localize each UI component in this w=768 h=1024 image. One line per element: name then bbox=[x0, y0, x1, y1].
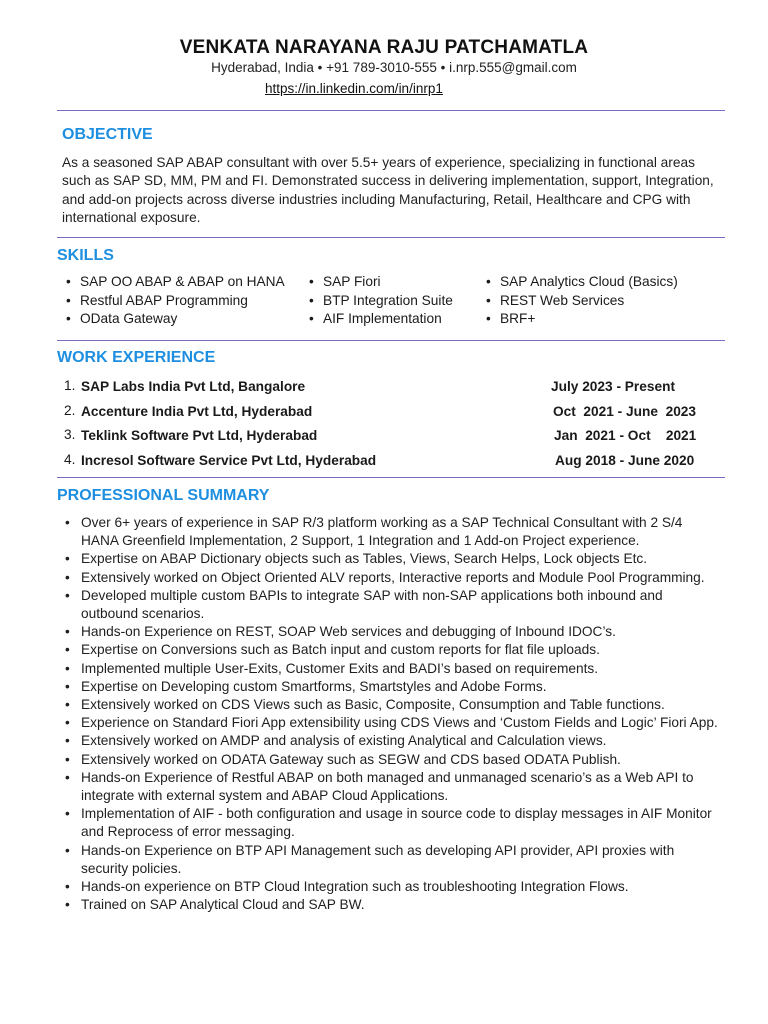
skill-item: • BTP Integration Suite bbox=[305, 292, 453, 311]
divider bbox=[57, 237, 725, 238]
skill-item: • OData Gateway bbox=[62, 310, 285, 329]
summary-item: • Over 6+ years of experience in SAP R/3 platform working as a SAP Technical Consultant with 2 S/4 HANA Greenfield Implementation, 2 Support, 1 Integration and 1 Add-on Project experience. bbox=[62, 514, 722, 550]
skills-column-2 bbox=[305, 273, 453, 329]
summary-list bbox=[62, 514, 722, 914]
skill-item: • SAP Analytics Cloud (Basics) bbox=[482, 273, 678, 292]
job-company: Incresol Software Service Pvt Ltd, Hyderabad bbox=[81, 453, 377, 468]
job-dates: Aug 2018 - June 2020 bbox=[555, 453, 695, 468]
skills-column-1 bbox=[62, 273, 285, 329]
job-company: SAP Labs India Pvt Ltd, Bangalore bbox=[81, 379, 306, 394]
divider bbox=[57, 110, 725, 111]
job-dates: Oct 2021 - June 2023 bbox=[553, 404, 697, 419]
objective-heading: OBJECTIVE bbox=[62, 126, 153, 143]
summary-item: • Hands-on Experience on BTP API Management such as developing API provider, API proxies with security policies. bbox=[62, 842, 722, 878]
job-company: Teklink Software Pvt Ltd, Hyderabad bbox=[81, 428, 318, 443]
summary-item: • Extensively worked on ODATA Gateway such as SEGW and CDS based ODATA Publish. bbox=[62, 751, 722, 769]
job-number: 3. bbox=[64, 427, 76, 442]
skills-heading: SKILLS bbox=[57, 247, 114, 264]
skill-item: • Restful ABAP Programming bbox=[62, 292, 285, 311]
summary-item: • Implemented multiple User-Exits, Customer Exits and BADI’s based on requirements. bbox=[62, 660, 722, 678]
job-entry bbox=[64, 378, 724, 398]
job-entry bbox=[64, 403, 724, 423]
skill-item: • BRF+ bbox=[482, 310, 678, 329]
job-number: 1. bbox=[64, 378, 76, 393]
skills-column-3 bbox=[482, 273, 678, 329]
skill-item: • SAP OO ABAP & ABAP on HANA bbox=[62, 273, 285, 292]
linkedin-link[interactable]: https://in.linkedin.com/in/inrp1 bbox=[265, 81, 443, 96]
skill-item: • AIF Implementation bbox=[305, 310, 453, 329]
job-company: Accenture India Pvt Ltd, Hyderabad bbox=[81, 404, 313, 419]
objective-text: As a seasoned SAP ABAP consultant with over 5.5+ years of experience, specializing in functional areas such as SAP SD, MM, PM and FI. Demonstrated success in delivering implementation, support, Integration, and add-on projects across diverse industries including Manufacturing, Retail, Healthcare and CPG with international exposure. bbox=[62, 155, 714, 226]
summary-item: • Extensively worked on AMDP and analysis of existing Analytical and Calculation views. bbox=[62, 732, 722, 750]
summary-item: • Hands-on Experience on REST, SOAP Web services and debugging of Inbound IDOC’s. bbox=[62, 623, 722, 641]
summary-item: • Implementation of AIF - both configuration and usage in source code to display messages in AIF Monitor and Reprocess of error messaging. bbox=[62, 805, 722, 841]
job-entry bbox=[64, 452, 724, 472]
summary-item: • Expertise on ABAP Dictionary objects such as Tables, Views, Search Helps, Lock objects Etc. bbox=[62, 550, 722, 568]
divider bbox=[57, 477, 725, 478]
summary-item: • Trained on SAP Analytical Cloud and SAP BW. bbox=[62, 896, 722, 914]
candidate-name: VENKATA NARAYANA RAJU PATCHAMATLA bbox=[179, 37, 589, 58]
summary-item: • Expertise on Developing custom Smartforms, Smartstyles and Adobe Forms. bbox=[62, 678, 722, 696]
summary-item: • Expertise on Conversions such as Batch input and custom reports for flat file uploads. bbox=[62, 641, 722, 659]
skill-item: • SAP Fiori bbox=[305, 273, 453, 292]
summary-item: • Hands-on experience on BTP Cloud Integration such as troubleshooting Integration Flows. bbox=[62, 878, 722, 896]
summary-item: • Developed multiple custom BAPIs to integrate SAP with non-SAP applications both inbound and outbound scenarios. bbox=[62, 587, 722, 623]
job-number: 2. bbox=[64, 403, 76, 418]
skill-item: • REST Web Services bbox=[482, 292, 678, 311]
summary-item: • Extensively worked on CDS Views such as Basic, Composite, Consumption and Table functions. bbox=[62, 696, 722, 714]
job-entry bbox=[64, 427, 724, 447]
job-number: 4. bbox=[64, 452, 76, 467]
work-experience-heading: WORK EXPERIENCE bbox=[57, 349, 216, 366]
professional-summary-heading: PROFESSIONAL SUMMARY bbox=[57, 487, 270, 504]
summary-item: • Experience on Standard Fiori App extensibility using CDS Views and ‘Custom Fields and Logic’ Fiori App. bbox=[62, 714, 722, 732]
summary-item: • Extensively worked on Object Oriented ALV reports, Interactive reports and Module Pool Programming. bbox=[62, 569, 722, 587]
contact-line: Hyderabad, India • +91 789-3010-555 • i.nrp.555@gmail.com bbox=[211, 60, 577, 75]
job-dates: July 2023 - Present bbox=[551, 379, 676, 394]
job-dates: Jan 2021 - Oct 2021 bbox=[554, 428, 697, 443]
summary-item: • Hands-on Experience of Restful ABAP on both managed and unmanaged scenario’s as a Web API to integrate with external system and ABAP Cloud Applications. bbox=[62, 769, 722, 805]
divider bbox=[57, 340, 725, 341]
